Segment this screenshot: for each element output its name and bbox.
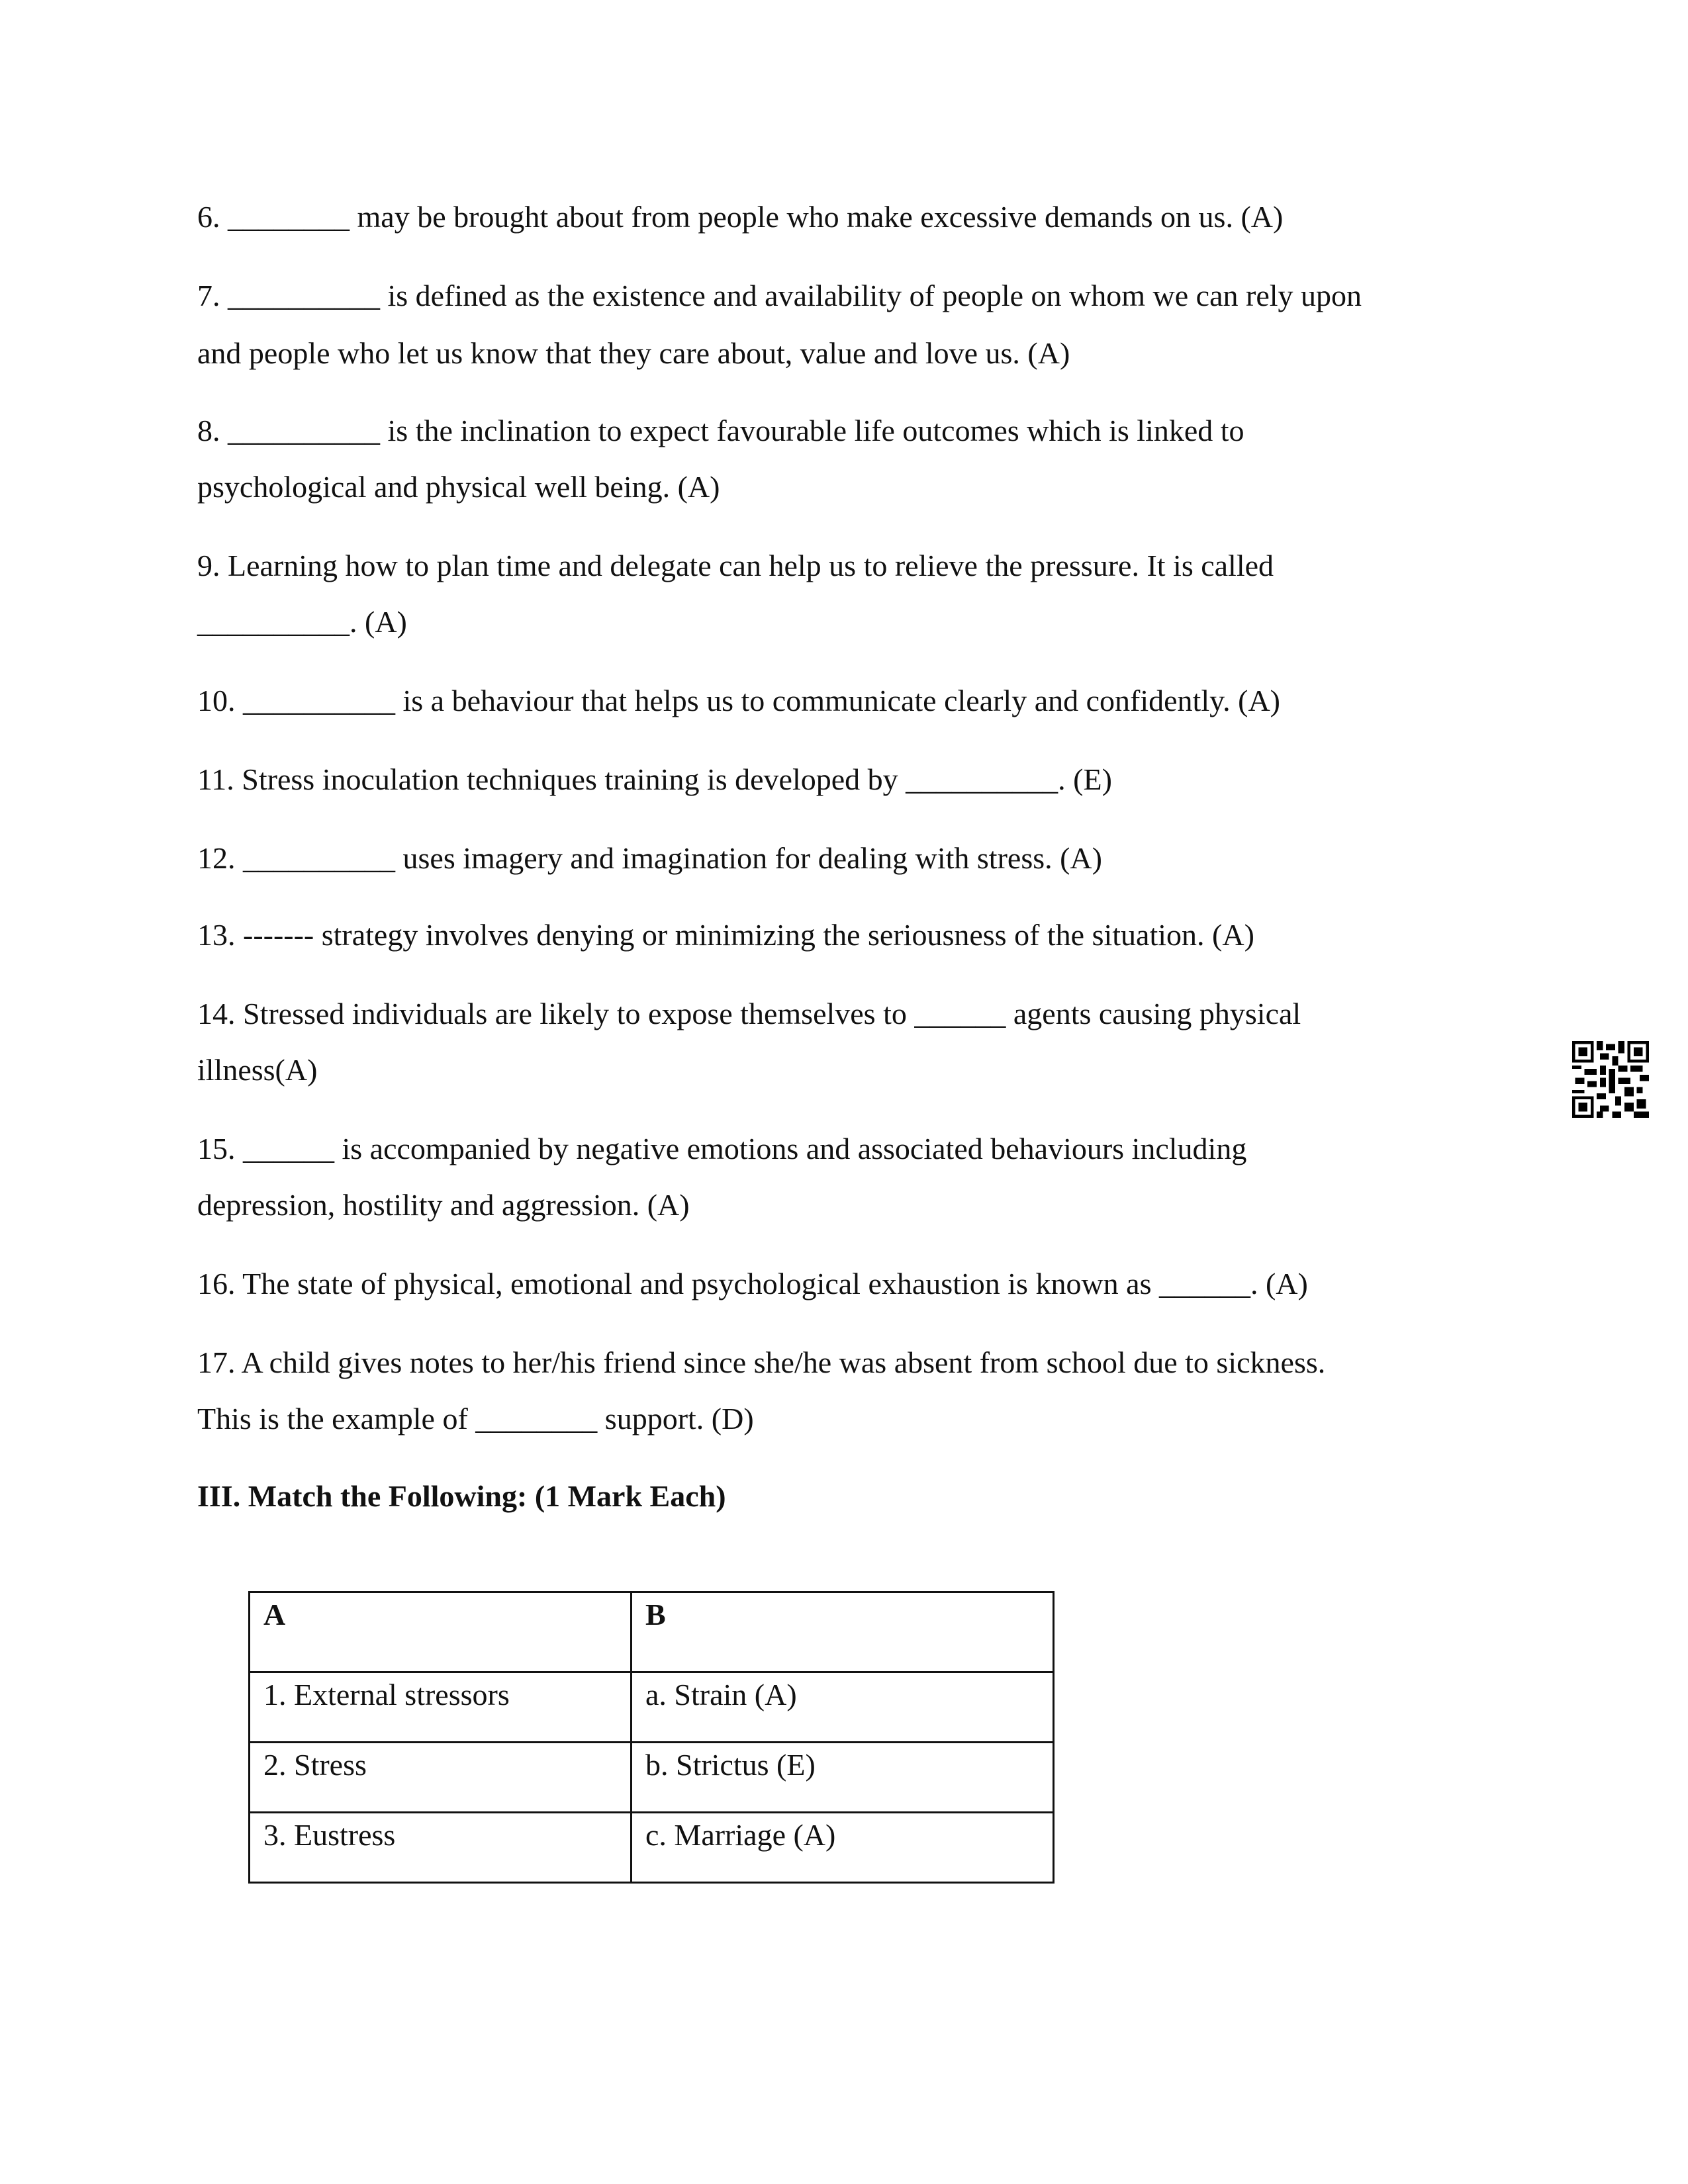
question-11-line: 11. Stress inoculation techniques training is developed by __________. (E) [197, 762, 1112, 796]
section-heading: III. Match the Following: (1 Mark Each) [197, 1479, 726, 1513]
question-8-line-1: 8. __________ is the inclination to expect favourable life outcomes which is linked to [197, 414, 1244, 447]
question-9-line-1: 9. Learning how to plan time and delegate can help us to relieve the pressure. It is called [197, 549, 1274, 582]
question-15-line-2: depression, hostility and aggression. (A) [197, 1188, 690, 1222]
question-16-line: 16. The state of physical, emotional and psychological exhaustion is known as ______. (A) [197, 1267, 1308, 1300]
column-header-a: A [250, 1592, 632, 1672]
question-6-line: 6. ________ may be brought about from people who make excessive demands on us. (A) [197, 200, 1284, 234]
table-cell: 1. External stressors [250, 1672, 632, 1743]
question-17-line-1: 17. A child gives notes to her/his friend since she/he was absent from school due to sickness. [197, 1345, 1326, 1379]
question-9-line-2: __________. (A) [197, 605, 407, 639]
question-15-line-1: 15. ______ is accompanied by negative emotions and associated behaviours including [197, 1132, 1247, 1165]
table-cell: c. Marriage (A) [632, 1813, 1054, 1883]
question-10-line: 10. __________ is a behaviour that helps us to communicate clearly and confidently. (A) [197, 684, 1280, 717]
match-table [248, 1591, 1055, 1884]
question-14-line-1: 14. Stressed individuals are likely to expose themselves to ______ agents causing physical [197, 997, 1301, 1030]
question-7-line-1: 7. __________ is defined as the existence and availability of people on whom we can rely upon [197, 279, 1362, 312]
table-row [250, 1743, 1054, 1813]
question-7-line-2: and people who let us know that they care about, value and love us. (A) [197, 336, 1070, 370]
table-cell: 2. Stress [250, 1743, 632, 1813]
table-row [250, 1813, 1054, 1883]
table-header-row [250, 1592, 1054, 1672]
column-header-b: B [632, 1592, 1054, 1672]
question-8-line-2: psychological and physical well being. (A) [197, 470, 720, 504]
question-12-line: 12. __________ uses imagery and imagination for dealing with stress. (A) [197, 841, 1102, 875]
table-cell: a. Strain (A) [632, 1672, 1054, 1743]
question-17-line-2: This is the example of ________ support. (D) [197, 1402, 754, 1435]
question-14-line-2: illness(A) [197, 1053, 318, 1087]
question-13-line: 13. ------- strategy involves denying or minimizing the seriousness of the situation. (A) [197, 918, 1254, 952]
table-cell: b. Strictus (E) [632, 1743, 1054, 1813]
qr-code-icon [1572, 1041, 1649, 1118]
table-row [250, 1672, 1054, 1743]
table-cell: 3. Eustress [250, 1813, 632, 1883]
